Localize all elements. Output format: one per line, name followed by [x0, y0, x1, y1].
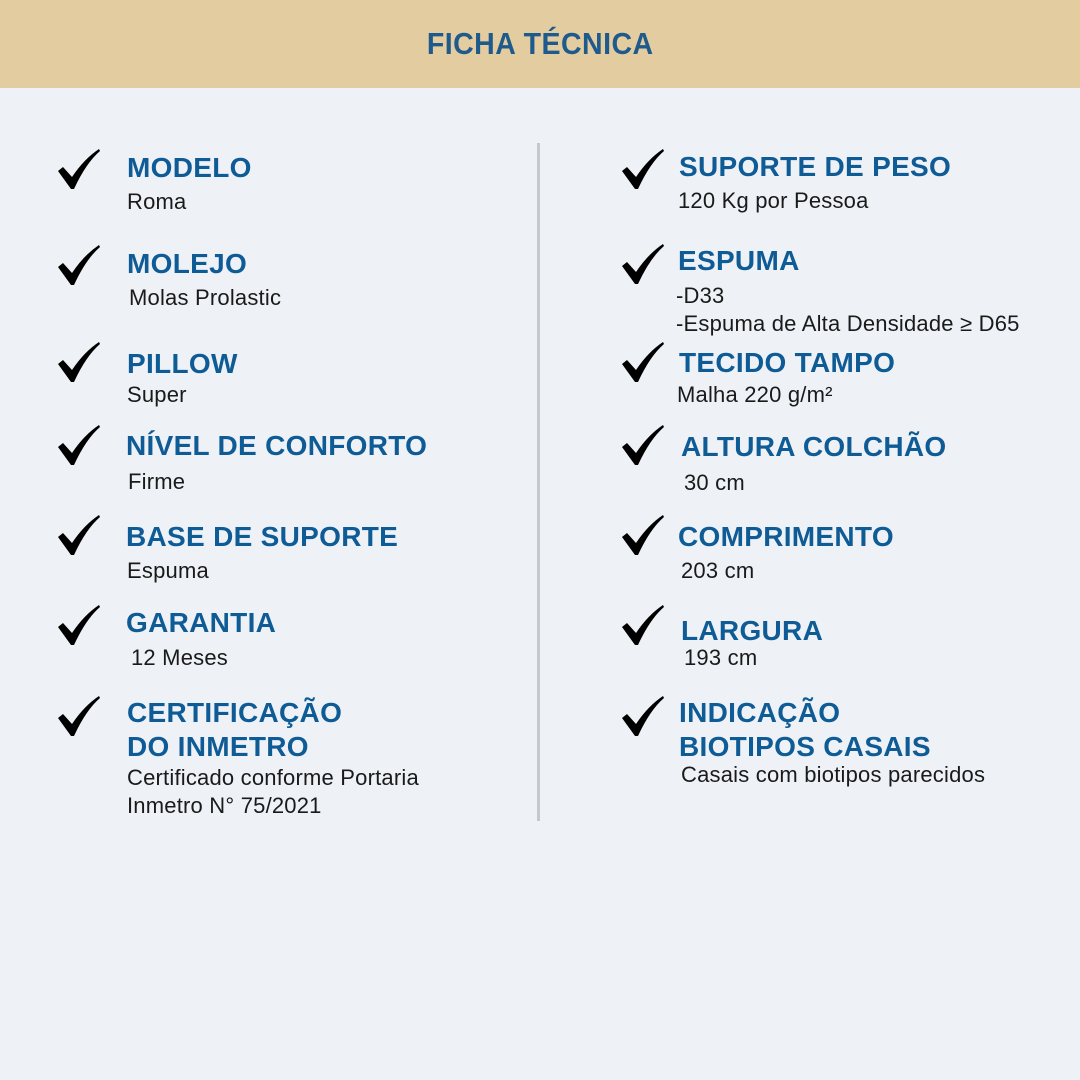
spec-label-garantia: GARANTIA	[126, 607, 277, 638]
spec-value-altura-colchao: 30 cm	[684, 470, 745, 495]
checkmark-icon	[620, 603, 666, 647]
checkmark-icon	[620, 513, 666, 557]
spec-label-indicacao-line2: BIOTIPOS CASAIS	[679, 731, 931, 762]
spec-label-modelo: MODELO	[127, 152, 252, 183]
spec-value-indicacao: Casais com biotipos parecidos	[681, 762, 986, 787]
checkmark-icon	[56, 513, 102, 557]
page-title: FICHA TÉCNICA	[426, 26, 654, 61]
spec-label-altura-colchao: ALTURA COLCHÃO	[681, 431, 947, 462]
spec-label-espuma: ESPUMA	[678, 245, 800, 276]
spec-label-suporte-peso: SUPORTE DE PESO	[679, 151, 952, 182]
checkmark-icon	[56, 340, 102, 384]
spec-value-suporte-peso: 120 Kg por Pessoa	[678, 188, 869, 213]
checkmark-icon	[620, 147, 666, 191]
spec-label-certificacao: CERTIFICAÇÃO	[127, 697, 343, 728]
spec-value-tecido-tampo: Malha 220 g/m²	[677, 382, 833, 407]
checkmark-icon	[620, 423, 666, 467]
checkmark-icon	[56, 694, 102, 738]
spec-label-molejo: MOLEJO	[127, 248, 248, 279]
checkmark-icon	[620, 694, 666, 738]
spec-value-espuma-line2: -Espuma de Alta Densidade ≥ D65	[676, 311, 1020, 336]
spec-label-largura: LARGURA	[681, 615, 824, 646]
spec-value-espuma: -D33	[676, 283, 725, 308]
spec-label-indicacao: INDICAÇÃO	[679, 697, 841, 728]
spec-label-certificacao-line2: DO INMETRO	[127, 731, 309, 762]
spec-value-modelo: Roma	[127, 189, 187, 214]
spec-value-nivel-conforto: Firme	[128, 469, 186, 494]
checkmark-icon	[620, 340, 666, 384]
checkmark-icon	[56, 603, 102, 647]
checkmark-icon	[56, 243, 102, 287]
spec-value-molejo: Molas Prolastic	[129, 285, 282, 310]
spec-value-certificacao: Certificado conforme Portaria	[127, 765, 419, 790]
spec-value-garantia: 12 Meses	[131, 645, 228, 670]
column-divider	[537, 143, 540, 821]
spec-label-base-suporte: BASE DE SUPORTE	[126, 521, 399, 552]
spec-value-certificacao-line2: Inmetro N° 75/2021	[127, 793, 322, 818]
spec-value-comprimento: 203 cm	[681, 558, 755, 583]
header-bar	[0, 0, 1080, 88]
checkmark-icon	[56, 423, 102, 467]
spec-label-tecido-tampo: TECIDO TAMPO	[679, 347, 896, 378]
checkmark-icon	[620, 242, 666, 286]
spec-value-base-suporte: Espuma	[127, 558, 209, 583]
spec-value-pillow: Super	[127, 382, 187, 407]
spec-value-largura: 193 cm	[684, 645, 758, 670]
spec-label-nivel-conforto: NÍVEL DE CONFORTO	[126, 430, 428, 461]
checkmark-icon	[56, 147, 102, 191]
spec-label-pillow: PILLOW	[127, 348, 238, 379]
spec-label-comprimento: COMPRIMENTO	[678, 521, 894, 552]
